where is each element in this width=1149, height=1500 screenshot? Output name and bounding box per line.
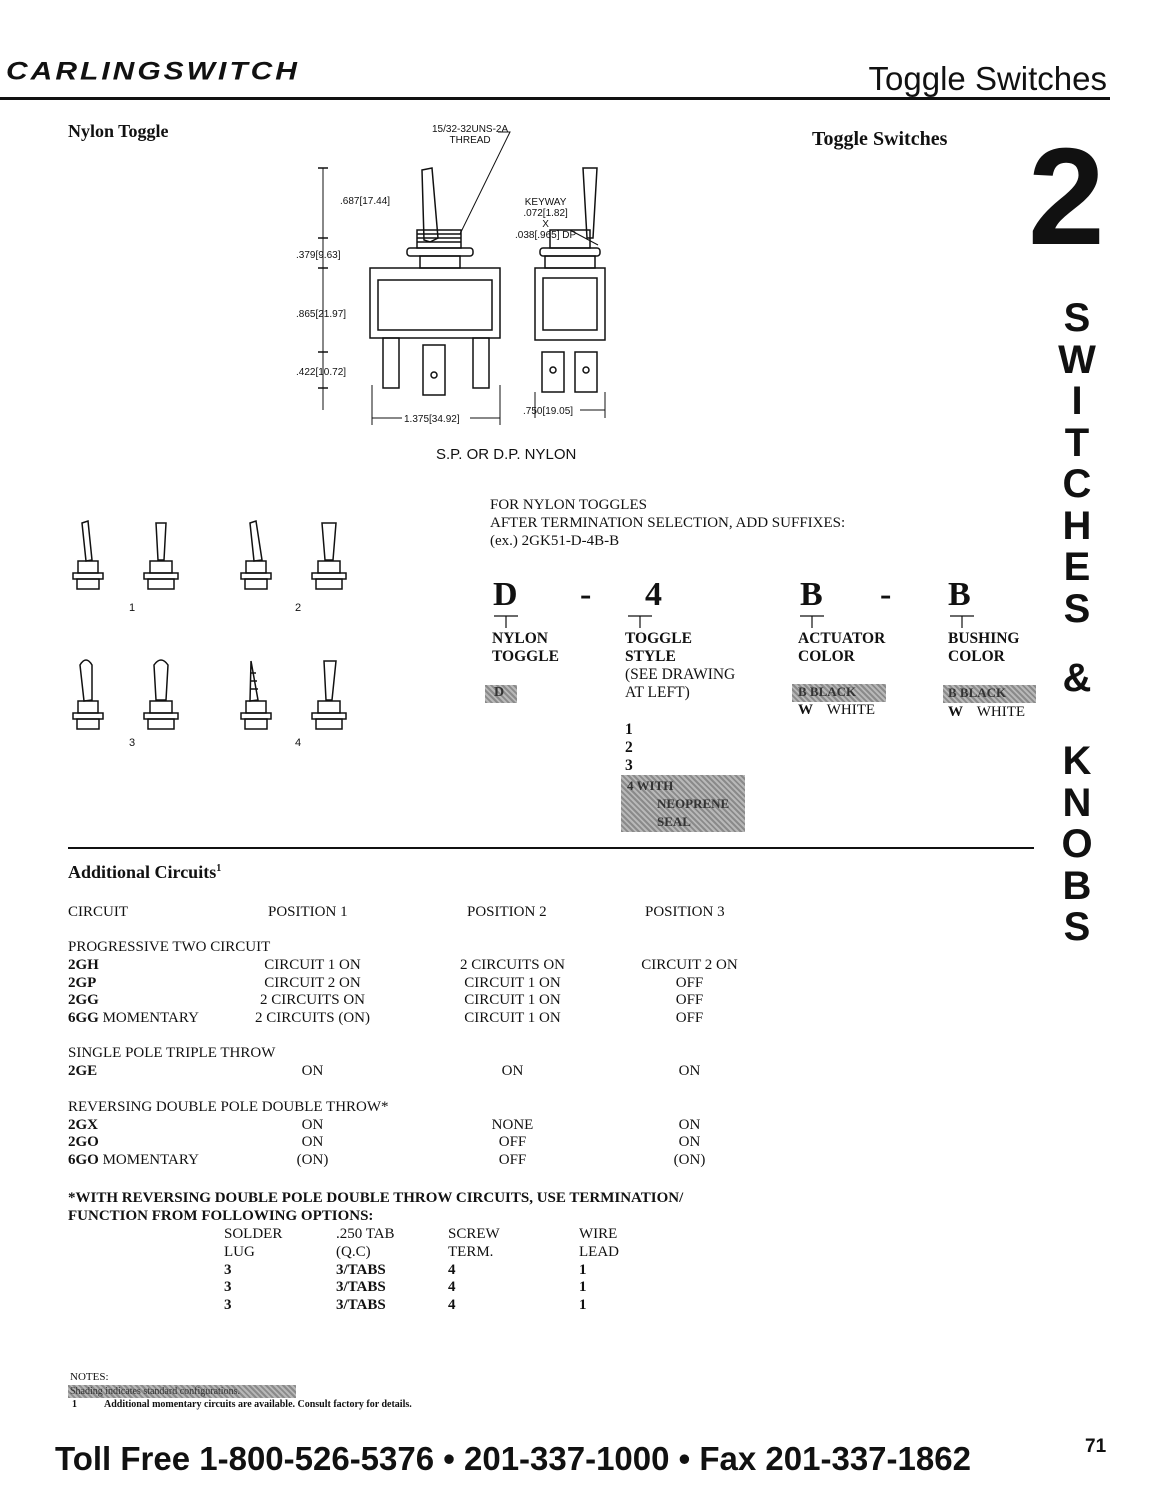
footnote-marker: 1: [216, 863, 222, 874]
term-cell: 3/TABS: [336, 1297, 386, 1313]
toggle-style-1-drawing: [73, 521, 178, 589]
switch-dimension-drawing: [280, 120, 610, 440]
term-cell: 1: [579, 1279, 587, 1295]
side-tab-letters: [1042, 298, 1112, 949]
circuit-pos1: ON: [301, 1134, 324, 1150]
style-option: 3: [625, 757, 633, 774]
side-letter: E: [1063, 545, 1091, 589]
circuit-header-pos3: POSITION 3: [645, 904, 725, 920]
term-cell: 4: [448, 1262, 456, 1278]
circuit-pos1: CIRCUIT 2 ON: [264, 975, 361, 991]
term-header-tab: [336, 1225, 395, 1261]
option-code: W: [798, 702, 813, 718]
note-1-text: Additional momentary circuits are available. Consult factory for details.: [104, 1399, 412, 1410]
circuit-code: [68, 1151, 199, 1169]
col-label: BUSHING: [948, 630, 1020, 647]
reversing-note-line1: *WITH REVERSING DOUBLE POLE DOUBLE THROW CIRCUITS, USE TERMINATION/: [68, 1190, 684, 1206]
term-header-line: SOLDER: [224, 1226, 283, 1242]
circuit-pos3: OFF: [675, 975, 704, 991]
ordering-col-nylon: [492, 630, 559, 666]
shaded-line: NEOPRENE: [657, 796, 730, 811]
toggle-style-drawings: [68, 515, 368, 755]
col-label: ACTUATOR: [798, 630, 886, 647]
side-letter: B: [1062, 863, 1092, 908]
code-part-style: 4: [645, 576, 662, 613]
dim-terminal-height: .422[10.72]: [296, 367, 347, 378]
circuit-pos2: OFF: [498, 1152, 527, 1168]
style-option: 1: [625, 721, 633, 738]
toggle-style-label: 2: [295, 602, 302, 614]
section-title-toggle-switches: Toggle Switches: [812, 128, 948, 150]
term-cell: 1: [579, 1262, 587, 1278]
term-header-screw: [448, 1225, 500, 1261]
term-cell: 1: [579, 1297, 587, 1313]
dim-body-width: .750[19.05]: [523, 406, 574, 417]
circuit-code: [68, 1116, 98, 1134]
ordering-col-actuator: [798, 630, 885, 666]
footer-contact: Toll Free 1-800-526-5376 • 201-337-1000 • Fax 201-337-1862: [55, 1440, 971, 1477]
page-header-title: Toggle Switches: [868, 60, 1107, 97]
circuit-code: [68, 1062, 97, 1080]
side-letter: &: [1062, 656, 1092, 700]
code: 6GG: [68, 1010, 99, 1026]
option-shaded-nylon: D: [485, 685, 517, 703]
side-letter: H: [1062, 503, 1092, 548]
ordering-col-style: [625, 630, 735, 702]
toggle-style-4-drawing: [241, 661, 346, 729]
col-label: AT LEFT): [625, 684, 690, 701]
thread-callout-line2: THREAD: [449, 135, 491, 146]
circuit-pos2: CIRCUIT 1 ON: [464, 1010, 561, 1026]
dim-lever-height: .687[17.44]: [340, 196, 391, 207]
option-shaded-actuator: B BLACK: [792, 684, 886, 702]
circuit-pos1: (ON): [296, 1152, 329, 1168]
circuit-pos2: NONE: [491, 1117, 534, 1133]
col-label: TOGGLE: [625, 630, 692, 647]
term-header-line: LUG: [224, 1244, 255, 1260]
circuit-code: [68, 991, 99, 1009]
toggle-style-label: 1: [129, 602, 136, 614]
term-header-line: SCREW: [448, 1226, 500, 1242]
term-header-line: LEAD: [579, 1244, 619, 1260]
header-rule: [0, 97, 1110, 100]
keyway-callout-line2: .072[1.82]: [523, 208, 568, 219]
circuit-pos3: OFF: [675, 992, 704, 1008]
option-text: WHITE: [976, 704, 1026, 720]
ordering-col-bushing: [948, 630, 1020, 666]
toggle-style-label: 3: [129, 737, 136, 749]
side-letter: N: [1062, 780, 1092, 825]
page-number: 71: [1085, 1436, 1107, 1457]
side-letter: S: [1063, 586, 1091, 631]
option-text: WHITE: [826, 702, 876, 718]
circuit-code: [68, 1133, 99, 1151]
col-label: STYLE: [625, 648, 676, 665]
circuit-pos2: ON: [501, 1063, 524, 1079]
shaded-line: 4 WITH: [627, 778, 674, 793]
term-cell: 4: [448, 1279, 456, 1295]
circuit-pos1: ON: [301, 1063, 324, 1079]
circuit-header-pos1: POSITION 1: [268, 904, 348, 920]
group-reversing: REVERSING DOUBLE POLE DOUBLE THROW*: [68, 1099, 389, 1115]
dim-body-length: 1.375[34.92]: [404, 414, 460, 425]
code-dash: -: [580, 576, 592, 613]
code: 2GE: [68, 1063, 98, 1079]
side-letter: I: [1071, 379, 1083, 423]
section-number: 2: [1028, 120, 1105, 274]
toggle-style-label: 4: [295, 737, 302, 749]
ordering-intro-line1: FOR NYLON TOGGLES: [490, 497, 647, 513]
side-letter: T: [1064, 420, 1090, 465]
drawing-caption: S.P. OR D.P. NYLON: [436, 446, 577, 463]
suffix: MOMENTARY: [98, 1152, 199, 1168]
term-header-line: WIRE: [579, 1226, 618, 1242]
actuator-white-option: [798, 702, 875, 719]
thread-callout-line1: 15/32-32UNS-2A: [432, 124, 509, 135]
term-header-solder: [224, 1225, 282, 1261]
brand-logo: CARLINGSWITCH: [6, 58, 300, 86]
ordering-intro-line3: (ex.) 2GK51-D-4B-B: [490, 533, 620, 549]
keyway-callout-line4: .038[.965] DP: [515, 230, 577, 241]
code-part-bushing: B: [948, 576, 971, 613]
term-cell: 3: [224, 1279, 232, 1295]
circuit-pos1: CIRCUIT 1 ON: [264, 957, 361, 973]
term-cell: 3: [224, 1262, 232, 1278]
term-cell: 4: [448, 1297, 456, 1313]
code: 2GH: [68, 957, 99, 973]
toggle-style-2-drawing: [241, 521, 346, 589]
notes-shading-legend: Shading indicates standard configurations.: [68, 1385, 296, 1398]
circuit-pos3: ON: [678, 1134, 701, 1150]
keyway-callout-line3: X: [542, 219, 549, 230]
term-header-line: TERM.: [448, 1244, 494, 1260]
shaded-line: SEAL: [657, 814, 691, 829]
option-code: W: [948, 704, 963, 720]
col-label: NYLON: [492, 630, 548, 647]
circuit-pos1: 2 CIRCUITS (ON): [255, 1010, 370, 1026]
option-shaded-bushing: B BLACK: [943, 685, 1036, 703]
note-1-number: 1: [72, 1399, 77, 1410]
circuit-code: [68, 956, 99, 974]
circuit-code: [68, 974, 96, 992]
code: 2GO: [68, 1134, 99, 1150]
term-cell: 3: [224, 1297, 232, 1313]
style-options: [625, 721, 633, 775]
code: 2GG: [68, 992, 99, 1008]
code: 2GP: [68, 975, 97, 991]
notes-label: NOTES:: [70, 1371, 109, 1383]
term-header-line: (Q.C): [336, 1244, 371, 1260]
circuit-pos2: 2 CIRCUITS ON: [459, 957, 565, 973]
side-letter: W: [1058, 337, 1096, 382]
side-letter: C: [1062, 462, 1092, 506]
section-divider: [68, 847, 1034, 849]
side-letter: S: [1063, 905, 1091, 949]
col-label: COLOR: [948, 648, 1005, 665]
circuit-pos3: CIRCUIT 2 ON: [641, 957, 738, 973]
additional-circuits-title: [68, 862, 221, 883]
circuit-pos3: OFF: [675, 1010, 704, 1026]
title-text: Additional Circuits: [68, 862, 217, 882]
circuit-pos3: ON: [678, 1117, 701, 1133]
bushing-white-option: [948, 704, 1025, 721]
reversing-note-line2: FUNCTION FROM FOLLOWING OPTIONS:: [68, 1208, 374, 1224]
toggle-style-3-drawing: [73, 660, 178, 729]
code: 6GO: [68, 1152, 99, 1168]
col-label: (SEE DRAWING: [625, 666, 736, 683]
code-part-nylon: D: [493, 576, 518, 613]
circuit-pos2: OFF: [498, 1134, 527, 1150]
dim-body-height: .865[21.97]: [296, 309, 347, 320]
style-option: 2: [625, 739, 633, 756]
code-part-actuator: B: [800, 576, 823, 613]
circuit-header-circuit: CIRCUIT: [68, 904, 128, 920]
term-cell: 3/TABS: [336, 1262, 386, 1278]
circuit-pos2: CIRCUIT 1 ON: [464, 992, 561, 1008]
group-spdt: SINGLE POLE TRIPLE THROW: [68, 1045, 276, 1061]
side-letter: K: [1062, 739, 1092, 783]
circuit-pos3: ON: [678, 1063, 701, 1079]
circuit-pos1: ON: [301, 1117, 324, 1133]
col-label: TOGGLE: [492, 648, 559, 665]
term-header-line: .250 TAB: [336, 1226, 395, 1242]
circuit-code: [68, 1009, 199, 1027]
ordering-intro-line2: AFTER TERMINATION SELECTION, ADD SUFFIXES:: [490, 515, 846, 531]
group-progressive: PROGRESSIVE TWO CIRCUIT: [68, 939, 271, 955]
side-letter: S: [1063, 296, 1091, 340]
col-label: COLOR: [798, 648, 855, 665]
thread-callout: [432, 124, 508, 146]
circuit-pos3: (ON): [673, 1152, 706, 1168]
code: 2GX: [68, 1117, 98, 1133]
circuit-pos1: 2 CIRCUITS ON: [259, 992, 365, 1008]
term-header-wire: [579, 1225, 619, 1261]
keyway-callout: [515, 197, 576, 241]
circuit-pos2: CIRCUIT 1 ON: [464, 975, 561, 991]
side-letter: [1042, 700, 1112, 742]
ordering-intro: [490, 496, 845, 550]
section-title-nylon-toggle: Nylon Toggle: [68, 121, 169, 141]
code-dash: -: [880, 576, 892, 613]
code-brackets: [490, 612, 990, 632]
option-shaded-style-4: [621, 775, 745, 832]
keyway-callout-line1: KEYWAY: [524, 197, 567, 208]
term-cell: 3/TABS: [336, 1279, 386, 1295]
suffix: MOMENTARY: [98, 1010, 199, 1026]
dim-bushing-height: .379[9.63]: [296, 250, 341, 261]
side-letter: O: [1061, 822, 1093, 866]
circuit-header-pos2: POSITION 2: [467, 904, 547, 920]
